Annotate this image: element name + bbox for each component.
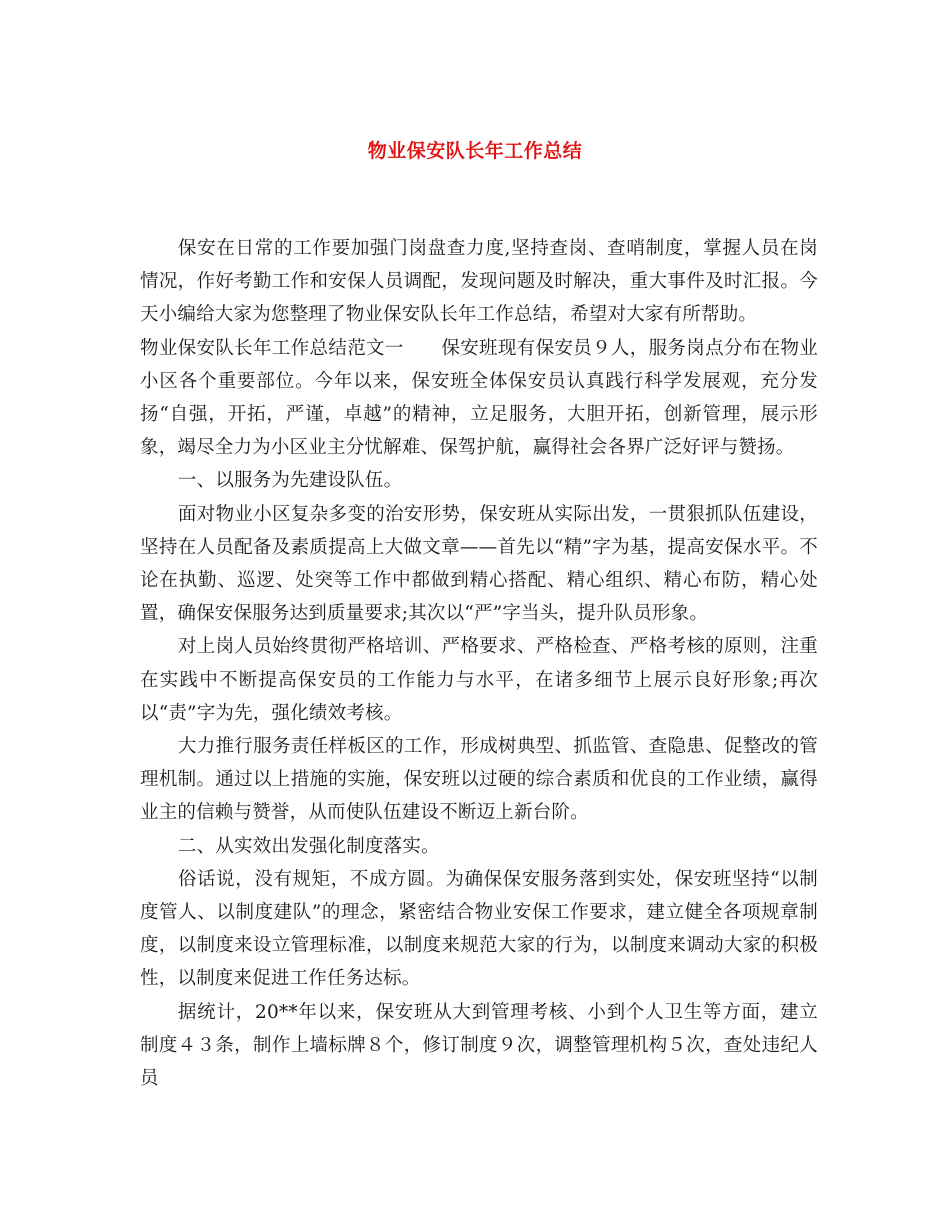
paragraph-sample-one: 物业保安队长年工作总结范文一 保安班现有保安员９人，服务岗点分布在物业小区各个重要部位。今年以来，保安班全体保安员认真践行科学发展观，充分发扬“自强，开拓，严谨，卓越”的精神，立足服务，大胆开拓，创新管理，展示形象，竭尽全力为小区业主分忧解难、保驾护航，赢得社会各界广泛好评与赞扬。 bbox=[140, 337, 818, 459]
paragraph-responsibility: 大力推行服务责任样板区的工作，形成树典型、抓监管、查隐患、促整改的管理机制。通过以上措施的实施，保安班以过硬的综合素质和优良的工作业绩，赢得业主的信赖与赞誉，从而使队伍建设不断迈上新台阶。 bbox=[140, 736, 818, 824]
paragraph-team-building: 面对物业小区复杂多变的治安形势，保安班从实际出发，一贯狠抓队伍建设，坚持在人员配备及素质提高上大做文章——首先以“精”字为基，提高安保水平。不论在执勤、巡逻、处突等工作中都做到精心搭配、精心组织、精心布防，精心处置，确保安保服务达到质量要求;其次以“严”字当头，提升队员形象。 bbox=[140, 503, 818, 625]
paragraph-statistics: 据统计，20**年以来，保安班从大到管理考核、小到个人卫生等方面，建立制度４３条，制作上墙标牌８个，修订制度９次，调整管理机构５次，查处违纪人员 bbox=[140, 1001, 818, 1090]
document-body bbox=[140, 232, 818, 1095]
document-title: 物业保安队长年工作总结 bbox=[367, 140, 583, 162]
paragraph-rules: 俗话说，没有规矩，不成方圆。为确保保安服务落到实处，保安班坚持“以制度管人、以制度建队”的理念，紧密结合物业安保工作要求，建立健全各项规章制度，以制度来设立管理标准，以制度来规范大家的行为，以制度来调动大家的积极性，以制度来促进工作任务达标。 bbox=[140, 868, 818, 990]
paragraph-intro: 保安在日常的工作要加强门岗盘查力度,坚持查岗、查哨制度，掌握人员在岗情况，作好考勤工作和安保人员调配，发现问题及时解决，重大事件及时汇报。今天小编给大家为您整理了物业保安队长年工作总结，希望对大家有所帮助。 bbox=[140, 238, 818, 326]
section-heading-two: 二、从实效出发强化制度落实。 bbox=[177, 835, 440, 857]
paragraph-training: 对上岗人员始终贯彻严格培训、严格要求、严格检查、严格考核的原则，注重在实践中不断提高保安员的工作能力与水平，在诸多细节上展示良好形象;再次以“责”字为先，强化绩效考核。 bbox=[140, 636, 818, 724]
section-heading-one: 一、以服务为先建设队伍。 bbox=[177, 470, 403, 492]
